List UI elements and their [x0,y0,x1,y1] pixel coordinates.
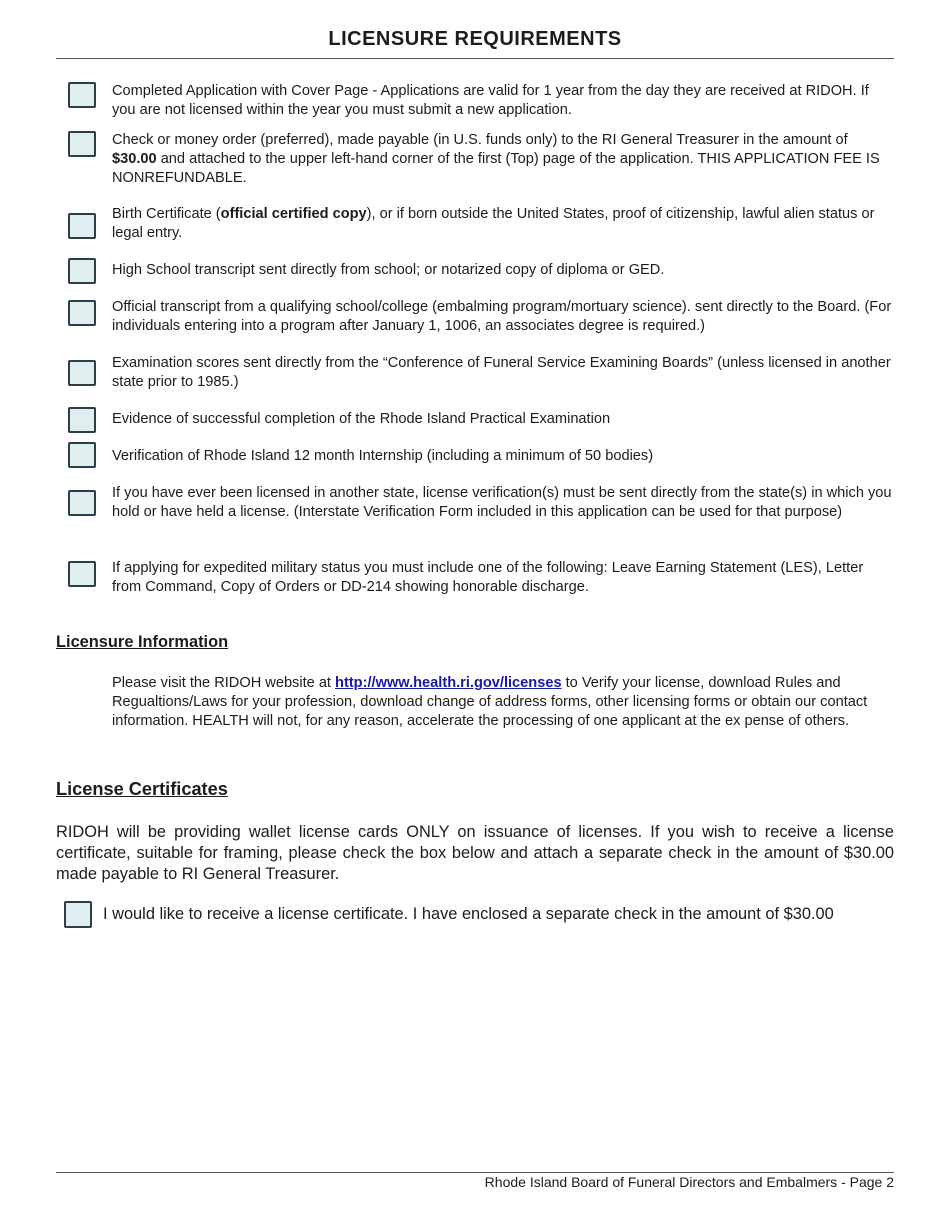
requirement-checkbox[interactable] [68,300,96,326]
requirement-text: Examination scores sent directly from the “Conference of Funeral Service Examining Boards” (unless licensed in another state prior to 1985.) [112,355,891,390]
page-title: LICENSURE REQUIREMENTS [328,28,622,50]
requirement-checkbox[interactable] [68,82,96,108]
requirement-text: If you have ever been licensed in another state, license verification(s) must be sent directly from the state(s) in which you hold or have held a license. (Interstate Verification Form included in this application can be used for that purpose) [112,485,892,520]
requirement-checkbox[interactable] [68,561,96,587]
certificate-checkbox-label: I would like to receive a license certificate. I have enclosed a separate check in the amount of $30.00 [103,905,834,923]
footer-divider [56,1172,894,1173]
certificates-heading: License Certificates [56,779,228,799]
licenses-link[interactable]: http://www.health.ri.gov/licenses [335,675,562,691]
requirement-text: Verification of Rhode Island 12 month Internship (including a minimum of 50 bodies) [112,448,654,464]
requirement-checkbox[interactable] [68,442,96,468]
requirement-checkbox[interactable] [68,258,96,284]
requirement-text: Official transcript from a qualifying school/college (embalming program/mortuary science). sent directly to the Board. (For individuals entering into a program after January 1, 1006, an associates degree is required.) [112,299,892,334]
requirement-text: Check or money order (preferred), made payable (in U.S. funds only) to the RI General Treasurer in the amount of $30.00 and attached to the upper left-hand corner of the first (Top) page of the application. THIS APPLICATION FEE IS NONREFUNDABLE. [112,132,880,186]
requirement-text: High School transcript sent directly from school; or notarized copy of diploma or GED. [112,262,665,278]
licensure-info-paragraph: Please visit the RIDOH website at http://www.health.ri.gov/licenses to Verify your license, download Rules and Regualtions/Laws for your profession, download change of address forms, other licensing forms or obtain our contact information. HEALTH will not, for any reason, accelerate the processing of one applicant at the ex pense of others. [112,675,868,729]
certificate-checkbox[interactable] [64,901,92,928]
requirement-checkbox[interactable] [68,407,96,433]
page-footer: Rhode Island Board of Funeral Directors and Embalmers - Page 2 [484,1174,894,1190]
requirement-checkbox[interactable] [68,131,96,157]
requirement-text: Completed Application with Cover Page - Applications are valid for 1 year from the day they are received at RIDOH. If you are not licensed within the year you must submit a new application. [112,83,869,118]
requirement-text: Evidence of successful completion of the Rhode Island Practical Examination [112,411,611,427]
requirement-checkbox[interactable] [68,360,96,386]
licensure-info-heading: Licensure Information [56,633,229,651]
requirement-text: Birth Certificate (official certified copy), or if born outside the United States, proof of citizenship, lawful alien status or legal entry. [112,206,875,241]
title-divider [56,58,894,59]
certificates-paragraph: RIDOH will be providing wallet license cards ONLY on issuance of licenses. If you wish to receive a license certificate, suitable for framing, please check the box below and attach a separate check in the amount of $30.00 made payable to RI General Treasurer. [56,823,894,883]
requirement-text: If applying for expedited military status you must include one of the following: Leave Earning Statement (LES), Letter from Command, Copy of Orders or DD-214 showing honorable discharge. [112,560,864,595]
requirement-checkbox[interactable] [68,213,96,239]
requirement-checkbox[interactable] [68,490,96,516]
